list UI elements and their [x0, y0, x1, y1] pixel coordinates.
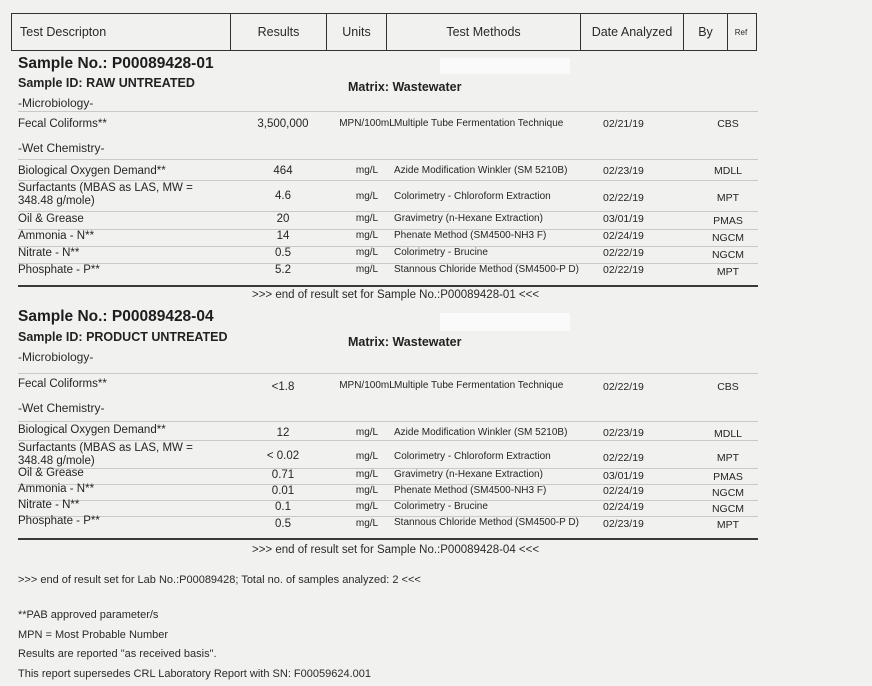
row-divider	[18, 111, 758, 112]
footnote-pab: **PAB approved parameter/s	[18, 609, 159, 621]
category-microbiology: -Microbiology-	[18, 350, 94, 364]
result-value: 0.5	[275, 247, 291, 259]
test-description: Ammonia - N**	[18, 483, 95, 495]
col-date-analyzed: Date Analyzed	[581, 14, 684, 50]
result-value: 20	[276, 213, 290, 225]
analyst: MPT	[716, 519, 740, 531]
unit: mg/L	[355, 191, 379, 202]
test-method: Phenate Method (SM4500-NH3 F)	[394, 485, 547, 496]
test-description: Ammonia - N**	[18, 230, 95, 242]
category-wet-chemistry: -Wet Chemistry-	[18, 141, 105, 155]
table-row	[18, 264, 758, 282]
unit: mg/L	[355, 230, 379, 241]
test-method: Azide Modification Winkler (SM 5210B)	[394, 165, 568, 176]
result-value: <1.8	[271, 381, 295, 393]
footnote-mpn: MPN = Most Probable Number	[18, 629, 169, 641]
analyst: MPT	[716, 192, 740, 204]
test-method: Colorimetry - Brucine	[394, 501, 488, 512]
analyst: MPT	[716, 266, 740, 278]
result-value: 0.71	[271, 469, 295, 481]
date-analyzed: 02/22/19	[603, 192, 644, 204]
test-description: Oil & Grease	[18, 213, 84, 225]
analyst: PMAS	[713, 215, 743, 227]
unit: mg/L	[355, 247, 379, 258]
date-analyzed: 03/01/19	[603, 470, 644, 482]
footnote-supersedes: This report supersedes CRL Laboratory Report with SN: F00059624.001	[18, 668, 372, 680]
date-analyzed: 02/23/19	[603, 518, 644, 530]
table-row	[18, 378, 758, 396]
col-ref: Ref	[734, 27, 748, 37]
row-divider	[18, 159, 758, 160]
test-description: Biological Oxygen Demand**	[18, 424, 166, 436]
test-method: Colorimetry - Chloroform Extraction	[394, 451, 551, 462]
test-description: Fecal Coliforms**	[18, 118, 107, 130]
result-value: 3,500,000	[257, 118, 309, 130]
date-analyzed: 02/23/19	[603, 427, 644, 439]
result-value: 14	[276, 230, 290, 242]
test-description: Fecal Coliforms**	[18, 378, 107, 390]
redaction-patch	[440, 313, 570, 331]
test-method: Gravimetry (n-Hexane Extraction)	[394, 213, 543, 224]
sample-id: Sample ID: PRODUCT UNTREATED	[18, 330, 228, 344]
category-wet-chemistry: -Wet Chemistry-	[18, 401, 105, 415]
analyst: PMAS	[713, 471, 743, 483]
row-divider	[18, 440, 758, 441]
test-description: Surfactants (MBAS as LAS, MW = 348.48 g/mole)	[18, 442, 193, 467]
analyst: NGCM	[711, 232, 745, 244]
test-description: Phosphate - P**	[18, 264, 100, 276]
analyst: MDLL	[713, 165, 742, 177]
results-table-header	[11, 13, 757, 51]
result-value: 0.5	[275, 518, 291, 530]
col-by: By	[684, 14, 728, 50]
date-analyzed: 03/01/19	[603, 213, 644, 225]
result-value: 12	[276, 427, 290, 439]
analyst: NGCM	[711, 503, 745, 515]
row-divider	[18, 373, 758, 374]
unit: mg/L	[355, 485, 379, 496]
col-results: Results	[231, 14, 327, 50]
analyst: NGCM	[711, 487, 745, 499]
section-divider	[18, 285, 758, 287]
unit: mg/L	[355, 213, 379, 224]
test-method: Colorimetry - Chloroform Extraction	[394, 191, 551, 202]
unit: mg/L	[355, 264, 379, 275]
result-value: < 0.02	[266, 450, 300, 462]
analyst: CBS	[717, 118, 739, 130]
test-description: Phosphate - P**	[18, 515, 100, 527]
table-row	[18, 118, 758, 136]
test-description: Surfactants (MBAS as LAS, MW = 348.48 g/mole)	[18, 182, 193, 207]
test-method: Azide Modification Winkler (SM 5210B)	[394, 427, 568, 438]
test-method: Multiple Tube Fermentation Technique	[394, 380, 564, 391]
unit: MPN/100mL	[339, 380, 395, 391]
row-divider	[18, 211, 758, 212]
result-value: 5.2	[275, 264, 291, 276]
sample-number: Sample No.: P00089428-04	[18, 308, 214, 325]
date-analyzed: 02/24/19	[603, 230, 644, 242]
result-value: 464	[273, 165, 293, 177]
unit: mg/L	[355, 501, 379, 512]
col-test-description: Test Descripton	[12, 14, 231, 50]
date-analyzed: 02/21/19	[603, 118, 644, 130]
col-test-methods: Test Methods	[387, 14, 581, 50]
unit: mg/L	[355, 518, 379, 529]
test-method: Gravimetry (n-Hexane Extraction)	[394, 469, 543, 480]
date-analyzed: 02/23/19	[603, 165, 644, 177]
analyst: MPT	[716, 452, 740, 464]
sample-id: Sample ID: RAW UNTREATED	[18, 76, 195, 90]
end-of-sample-text: >>> end of result set for Sample No.:P00089428-04 <<<	[252, 544, 540, 556]
test-description: Nitrate - N**	[18, 247, 80, 259]
row-divider	[18, 180, 758, 181]
test-method: Phenate Method (SM4500-NH3 F)	[394, 230, 547, 241]
date-analyzed: 02/22/19	[603, 381, 644, 393]
analyst: NGCM	[711, 249, 745, 261]
unit: mg/L	[355, 451, 379, 462]
date-analyzed: 02/22/19	[603, 247, 644, 259]
test-method: Stannous Chloride Method (SM4500-P D)	[394, 264, 579, 275]
result-value: 4.6	[275, 190, 291, 202]
footnote-basis: Results are reported "as received basis".	[18, 648, 217, 660]
unit: mg/L	[355, 469, 379, 480]
section-divider	[18, 538, 758, 540]
unit: mg/L	[355, 427, 379, 438]
test-description: Oil & Grease	[18, 467, 84, 479]
date-analyzed: 02/24/19	[603, 501, 644, 513]
analyst: MDLL	[713, 428, 742, 440]
table-row	[18, 182, 758, 210]
result-value: 0.1	[275, 501, 291, 513]
row-divider	[18, 421, 758, 422]
analyst: CBS	[717, 381, 739, 393]
col-units: Units	[327, 14, 387, 50]
test-method: Stannous Chloride Method (SM4500-P D)	[394, 517, 579, 528]
test-description: Nitrate - N**	[18, 499, 80, 511]
test-method: Colorimetry - Brucine	[394, 247, 488, 258]
redaction-patch	[440, 58, 570, 74]
unit: mg/L	[355, 165, 379, 176]
sample-matrix: Matrix: Wastewater	[348, 80, 462, 94]
table-row	[18, 442, 758, 470]
test-method: Multiple Tube Fermentation Technique	[394, 118, 564, 129]
date-analyzed: 02/22/19	[603, 452, 644, 464]
result-value: 0.01	[271, 485, 295, 497]
date-analyzed: 02/24/19	[603, 485, 644, 497]
date-analyzed: 02/22/19	[603, 264, 644, 276]
unit: MPN/100mL	[339, 118, 395, 129]
table-row	[18, 515, 758, 533]
end-of-sample-text: >>> end of result set for Sample No.:P00089428-01 <<<	[252, 289, 540, 301]
category-microbiology: -Microbiology-	[18, 96, 94, 110]
sample-matrix: Matrix: Wastewater	[348, 335, 462, 349]
test-description: Biological Oxygen Demand**	[18, 165, 166, 177]
end-of-lab-text: >>> end of result set for Lab No.:P00089428; Total no. of samples analyzed: 2 <<<	[18, 574, 421, 586]
sample-number: Sample No.: P00089428-01	[18, 55, 214, 72]
